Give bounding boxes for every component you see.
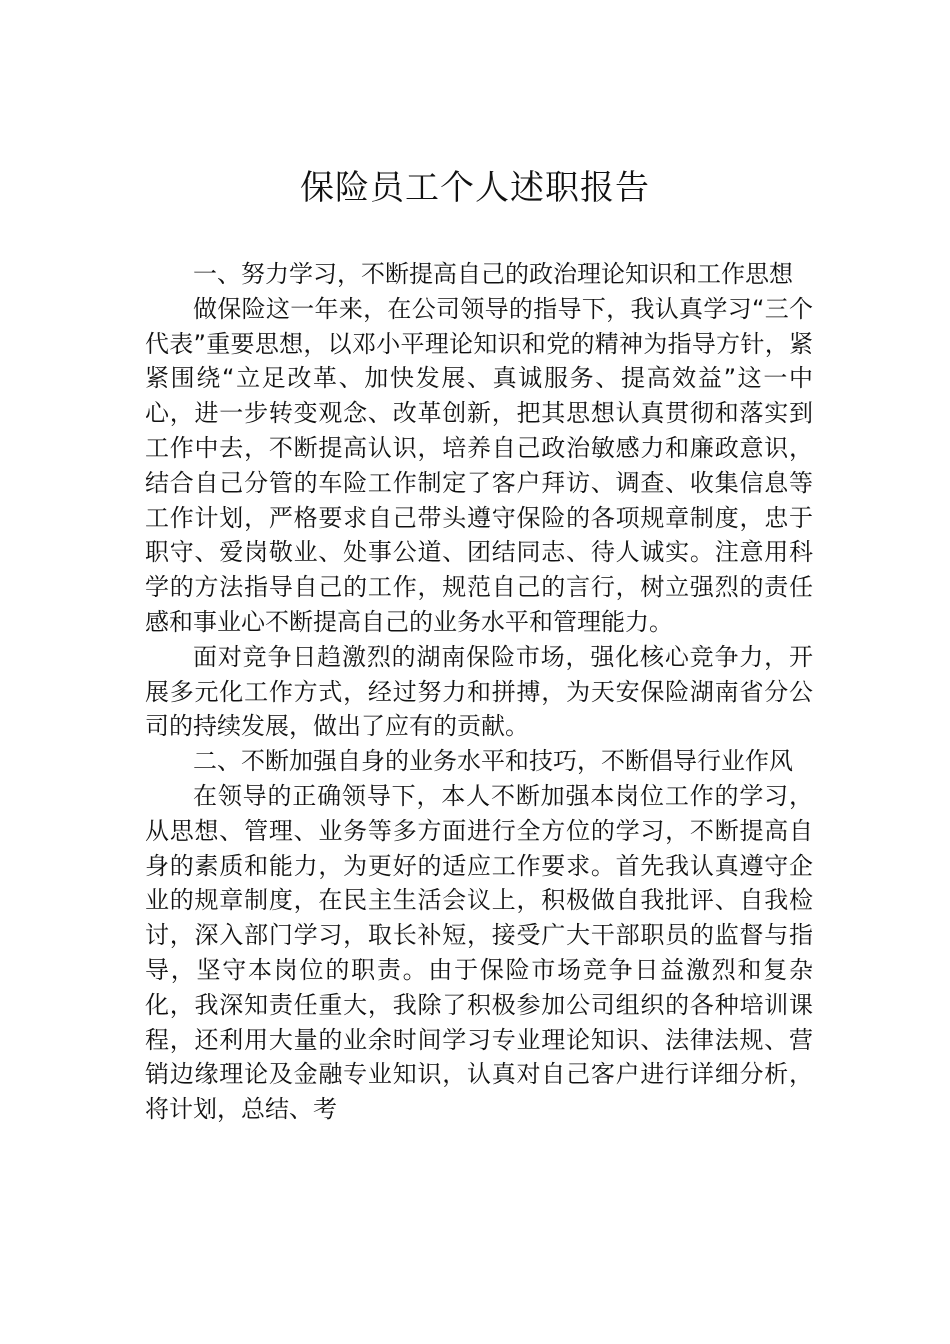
section-heading-1: 一、努力学习，不断提高自己的政治理论知识和工作思想 bbox=[193, 260, 793, 288]
section-1-paragraph-2: 面对竞争日趋激烈的湖南保险市场，强化核心竞争力，开展多元化工作方式，经过努力和拼搏，为天安保险湖南省分公司的持续发展，做出了应有的贡献。 bbox=[145, 642, 813, 741]
document-title: 保险员工个人述职报告 bbox=[300, 168, 650, 208]
document-body bbox=[145, 257, 813, 1127]
section-heading-2: 二、不断加强自身的业务水平和技巧，不断倡导行业作风 bbox=[193, 747, 793, 776]
section-1-paragraph-1: 做保险这一年来，在公司领导的指导下，我认真学习“三个代表”重要思想，以邓小平理论知识和党的精神为指导方针，紧紧围绕“立足改革、加快发展、真诚服务、提高效益”这一中心，进一步转变观念、改革创新，把其思想认真贯彻和落实到工作中去，不断提高认识，培养自己政治敏感力和廉政意识，结合自己分管的车险工作制定了客户拜访、调查、收集信息等工作计划，严格要求自己带头遵守保险的各项规章制度，忠于职守、爱岗敬业、处事公道、团结同志、待人诚实。注意用科学的方法指导自己的工作，规范自己的言行，树立强烈的责任感和事业心不断提高自己的业务水平和管理能力。 bbox=[145, 294, 813, 636]
section-2-paragraph-1: 在领导的正确领导下，本人不断加强本岗位工作的学习，从思想、管理、业务等多方面进行全方位的学习，不断提高自身的素质和能力，为更好的适应工作要求。首先我认真遵守企业的规章制度，在民主生活会议上，积极做自我批评、自我检讨，深入部门学习，取长补短，接受广大干部职员的监督与指导，坚守本岗位的职责。由于保险市场竞争日益激烈和复杂化，我深知责任重大，我除了积极参加公司组织的各种培训课程，还利用大量的业余时间学习专业理论知识、法律法规、营销边缘理论及金融专业知识，认真对自己客户进行详细分析，将计划，总结、考 bbox=[145, 781, 813, 1124]
